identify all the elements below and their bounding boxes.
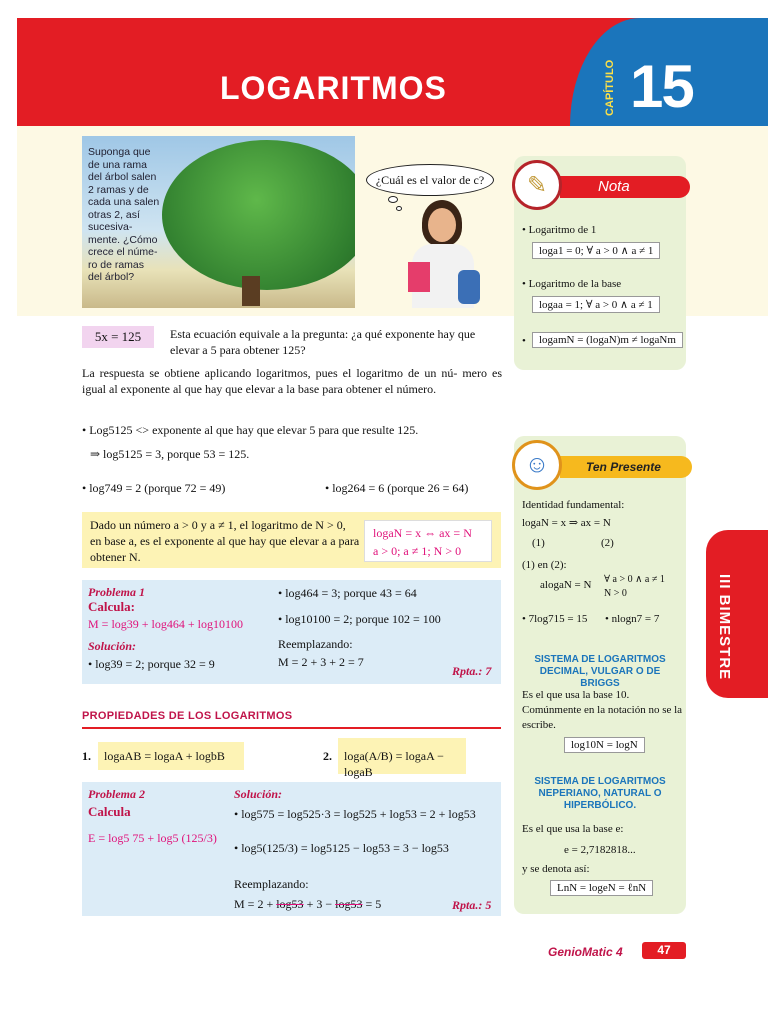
property-2-formula: loga(A/B) = logaA − logaB (338, 738, 466, 774)
identity-ref: (2) (601, 537, 614, 549)
natural-desc: Es el que usa la base e: (522, 823, 624, 835)
nota-item: • Logaritmo de 1 (522, 224, 597, 236)
problem-1-step: • log39 = 2; porque 32 = 9 (88, 657, 215, 671)
identity-ref: (1) (532, 537, 545, 549)
example-1: • log749 = 2 (porque 72 = 49) (82, 481, 226, 495)
definition-text: Dado un número a > 0 y a ≠ 1, el logaritmo de N > 0, en base a, es el exponente al que hay que elevar a a para obtener N. (90, 518, 360, 564)
footer-brand: GenioMatic 4 (548, 945, 623, 959)
problem-1-step: • log464 = 3; porque 43 = 64 (278, 586, 417, 600)
bullet-text: • Log5125 <> exponente al que hay que elevar 5 para que resulte 125. (82, 423, 419, 437)
definition-conditions: a > 0; a ≠ 1; N > 0 (373, 544, 462, 558)
paragraph: La respuesta se obtiene aplicando logaritmos, pues el logaritmo de un nú- mero es igual al exponente al que hay que elevar a la base para obtener el número. (82, 366, 502, 396)
definition-formula-box (364, 520, 492, 562)
decimal-formula: log10N = logN (564, 737, 645, 753)
cancelled-term: log53 (276, 897, 304, 911)
book-icon (408, 262, 430, 292)
problem-2-replace-label: Reemplazando: (234, 877, 309, 891)
problem-1-result: M = 2 + 3 + 2 = 7 (278, 655, 364, 669)
decimal-desc: Es el que usa la base 10. (522, 689, 630, 701)
property-2-number: 2. (323, 749, 332, 763)
equation-box: 5x = 125 (82, 326, 154, 348)
problem-2-title: Problema 2 (88, 787, 145, 801)
natural-formula: LnN = logeN = ℓnN (550, 880, 653, 896)
nota-formula: loga1 = 0; ∀ a > 0 ∧ a ≠ 1 (532, 242, 660, 259)
problem-2-answer: Rpta.: 5 (452, 898, 492, 912)
substitution-condition: N > 0 (604, 588, 627, 599)
problem-1-box (82, 580, 501, 684)
chapter-label: CAPÍTULO (604, 59, 616, 116)
identity-label: Identidad fundamental: (522, 499, 625, 511)
definition-formula: logaN = x ⇔ ax = N (373, 526, 472, 540)
nota-formula: logamN = (logaN)m ≠ logaNm (532, 332, 683, 348)
nota-item: • Logaritmo de la base (522, 278, 622, 290)
problem-1-title: Problema 1 (88, 585, 145, 599)
student-illustration (408, 200, 488, 308)
decimal-system-title: SISTEMA DE LOGARITMOS DECIMAL, VULGAR O DE BRIGGS (534, 654, 666, 689)
brain-icon: ☺ (512, 440, 562, 490)
problem-2-box (82, 782, 501, 916)
tree-caption: Suponga que de una rama del árbol salen 2 ramas y de cada una salen otras 2, así sucesiva- mente. ¿Cómo crece el núme- ro de ramas del árbol? (88, 146, 160, 283)
problem-2-step: • log5(125/3) = log5125 − log53 = 3 − log53 (234, 841, 449, 855)
problem-1-solution-label: Solución: (88, 639, 137, 653)
example-formula: • nlogn7 = 7 (605, 613, 660, 625)
bimester-label: III BIMESTRE (716, 574, 733, 681)
nota-formula: logaa = 1; ∀ a > 0 ∧ a ≠ 1 (532, 296, 660, 313)
problem-1-prompt: Calcula: (88, 599, 135, 614)
problem-2-solution-label: Solución: (234, 787, 283, 801)
example-formula: • 7log715 = 15 (522, 613, 588, 625)
tree-canopy (162, 140, 355, 290)
example-2: • log264 = 6 (porque 26 = 64) (325, 481, 469, 495)
girl-face (428, 208, 456, 242)
properties-title: PROPIEDADES DE LOS LOGARITMOS (82, 710, 293, 722)
thought-bubble (366, 164, 494, 196)
natural-desc: y se denota así: (522, 863, 590, 875)
problem-1-step: • log10100 = 2; porque 102 = 100 (278, 612, 441, 626)
backpack-icon (458, 270, 480, 304)
substitution-label: (1) en (2): (522, 559, 567, 571)
problem-1-answer: Rpta.: 7 (452, 664, 492, 678)
page-title: LOGARITMOS (220, 70, 447, 106)
problem-2-prompt: Calcula (88, 804, 131, 819)
identity-formula: logaN = x ⇒ ax = N (522, 517, 611, 529)
bubble-dot (388, 196, 398, 203)
nota-title: Nota (560, 176, 690, 198)
problem-2-result: M = 2 + log53 + 3 − log53 = 5 (234, 897, 382, 911)
problem-1-expression: M = log39 + log464 + log10100 (88, 617, 243, 631)
problem-2-expression: E = log5 75 + log5 (125/3) (88, 831, 217, 845)
section-divider (82, 727, 501, 729)
property-1-number: 1. (82, 749, 91, 763)
definition-box (82, 512, 501, 568)
bubble-dot (396, 206, 402, 211)
cancelled-term: log53 (335, 897, 363, 911)
nota-bullet: • (522, 335, 526, 347)
natural-system-title: SISTEMA DE LOGARITMOS NEPERIANO, NATURAL O HIPERBÓLICO. (534, 776, 666, 811)
chapter-number: 15 (630, 53, 693, 120)
equation-explanation: Esta ecuación equivale a la pregunta: ¿a qué exponente hay que elevar a 5 para obtener 125? (170, 327, 476, 357)
question-text: ¿Cuál es el valor de c? (375, 172, 485, 187)
ten-presente-title: Ten Presente (560, 456, 692, 478)
problem-1-replace-label: Reemplazando: (278, 637, 353, 651)
tree-trunk (242, 276, 260, 306)
implication-text: ⇒ log5125 = 3, porque 53 = 125. (90, 447, 250, 461)
problem-2-step: • log575 = log525·3 = log525 + log53 = 2 + log53 (234, 807, 476, 821)
substitution-formula: alogaN = N (540, 579, 592, 591)
decimal-desc: Comúnmente en la notación no se la escribe. (522, 704, 683, 731)
property-1-formula: logaAB = logaA + logbB (98, 742, 244, 770)
substitution-condition: ∀ a > 0 ∧ a ≠ 1 (604, 574, 665, 585)
pencil-icon: ✎ (512, 160, 562, 210)
page-number: 47 (642, 942, 686, 959)
tree-image (82, 136, 355, 308)
natural-constant: e = 2,7182818... (564, 844, 636, 856)
